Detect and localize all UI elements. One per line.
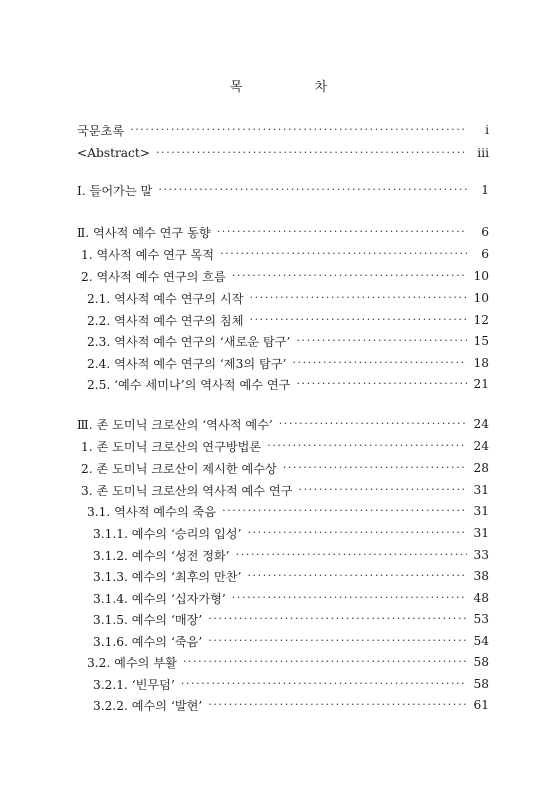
toc-entry-label: 2.2. 역사적 예수 연구의 침체 bbox=[87, 313, 244, 328]
toc-entry-label: 2. 역사적 예수 연구의 흐름 bbox=[81, 269, 226, 284]
toc-leader-dots bbox=[156, 143, 467, 163]
toc-entry-label: <Abstract> bbox=[77, 146, 150, 160]
toc-entry-page: i bbox=[485, 123, 489, 137]
toc-entry-label: 2.1. 역사적 예수 연구의 시작 bbox=[87, 291, 244, 306]
toc-leader-dots bbox=[267, 436, 467, 456]
toc-leader-dots bbox=[220, 244, 467, 264]
toc-entry-label: 3.1.2. 예수의 ‘성전 정화’ bbox=[93, 548, 230, 563]
toc-leader-dots bbox=[208, 695, 467, 715]
toc-entry-label: 2.3. 역사적 예수 연구의 ‘새로운 탐구’ bbox=[87, 334, 291, 349]
toc-leader-dots bbox=[130, 120, 467, 140]
toc-leader-dots bbox=[232, 588, 467, 608]
toc-leader-dots bbox=[249, 288, 467, 308]
page-title: 목 차 bbox=[229, 80, 362, 95]
toc-entry-label: 3.1.1. 예수의 ‘승리의 입성’ bbox=[93, 526, 242, 541]
toc-entry bbox=[81, 436, 489, 456]
toc-entry-page: 33 bbox=[473, 548, 489, 562]
toc-entry-page: 38 bbox=[473, 569, 489, 583]
toc-entry-label: 국문초록 bbox=[77, 123, 125, 138]
toc-leader-dots bbox=[292, 353, 467, 373]
toc-entry-page: 31 bbox=[473, 483, 489, 497]
toc-entry-label: 2.5. ‘예수 세미나’의 역사적 예수 연구 bbox=[87, 377, 291, 392]
toc-entry bbox=[81, 480, 489, 500]
toc-entry bbox=[93, 588, 489, 608]
toc-entry-page: 18 bbox=[473, 356, 489, 370]
toc-entry-page: iii bbox=[477, 146, 489, 160]
toc-leader-dots bbox=[158, 180, 467, 200]
toc-entry-page: 58 bbox=[473, 655, 489, 669]
toc-entry-page: 21 bbox=[473, 377, 489, 391]
toc-entry-page: 6 bbox=[481, 247, 489, 261]
toc-entry-page: 28 bbox=[473, 461, 489, 475]
toc-entry-page: 10 bbox=[473, 269, 489, 283]
toc-entry bbox=[93, 523, 489, 543]
toc-entry-label: 3.1.6. 예수의 ‘죽음’ bbox=[93, 634, 203, 649]
toc-entry-label: 3.1.5. 예수의 ‘매장’ bbox=[93, 612, 203, 627]
toc-leader-dots bbox=[296, 374, 467, 394]
toc-entry-label: Ⅱ. 역사적 예수 연구 동향 bbox=[77, 225, 211, 240]
toc-leader-dots bbox=[247, 523, 467, 543]
toc-leader-dots bbox=[181, 674, 467, 694]
toc-entry bbox=[93, 674, 489, 694]
toc-entry-page: 58 bbox=[473, 677, 489, 691]
toc-entry bbox=[93, 631, 489, 651]
toc-entry-page: 31 bbox=[473, 526, 489, 540]
toc-entry bbox=[87, 353, 489, 373]
toc-entry bbox=[81, 266, 489, 286]
toc-entry bbox=[81, 244, 489, 264]
toc-leader-dots bbox=[298, 480, 467, 500]
toc-entry-label: 1. 존 도미닉 크로산의 연구방법론 bbox=[81, 439, 262, 454]
toc-entry bbox=[81, 458, 489, 478]
toc-entry-label: 3.2.1. ‘빈무덤’ bbox=[93, 677, 175, 692]
toc-leader-dots bbox=[236, 545, 467, 565]
toc-leader-dots bbox=[222, 501, 467, 521]
toc-entry-label: 3.1.4. 예수의 ‘십자가형’ bbox=[93, 591, 226, 606]
toc-entry bbox=[77, 120, 489, 140]
toc-entry-page: 24 bbox=[473, 417, 489, 431]
toc-entry bbox=[87, 288, 489, 308]
toc-entry-label: 3.1.3. 예수의 ‘최후의 만찬’ bbox=[93, 569, 242, 584]
toc-entry bbox=[87, 374, 489, 394]
toc-leader-dots bbox=[296, 331, 467, 351]
toc-entry-label: 3. 존 도미닉 크로산의 역사적 예수 연구 bbox=[81, 483, 293, 498]
toc-entry-label: 3.2.2. 예수의 ‘발현’ bbox=[93, 698, 203, 713]
toc-entry-page: 31 bbox=[473, 504, 489, 518]
toc-entry bbox=[77, 222, 489, 242]
toc-entry bbox=[93, 545, 489, 565]
toc-entry-page: 53 bbox=[473, 612, 489, 626]
toc-entry bbox=[77, 414, 489, 434]
toc-leader-dots bbox=[232, 266, 467, 286]
toc-leader-dots bbox=[279, 414, 467, 434]
toc-entry bbox=[87, 331, 489, 351]
toc-entry-page: 1 bbox=[481, 183, 489, 197]
toc-entry bbox=[77, 143, 489, 163]
toc-leader-dots bbox=[183, 652, 467, 672]
toc-entry-page: 54 bbox=[473, 634, 489, 648]
toc-leader-dots bbox=[283, 458, 467, 478]
toc-entry bbox=[87, 652, 489, 672]
toc-entry-label: Ⅰ. 들어가는 말 bbox=[77, 183, 153, 198]
toc-entry-label: 2.4. 역사적 예수 연구의 ‘제3의 탐구’ bbox=[87, 356, 287, 371]
toc-entry-label: 3.2. 예수의 부활 bbox=[87, 655, 177, 670]
toc-entry-label: 2. 존 도미닉 크로산이 제시한 예수상 bbox=[81, 461, 277, 476]
toc-entry-page: 48 bbox=[473, 591, 489, 605]
toc-entry bbox=[93, 609, 489, 629]
toc-entry-page: 6 bbox=[481, 225, 489, 239]
toc-leader-dots bbox=[208, 631, 467, 651]
toc-entry-page: 10 bbox=[473, 291, 489, 305]
toc-entry-page: 24 bbox=[473, 439, 489, 453]
toc-entry bbox=[87, 310, 489, 330]
toc-entry-label: 3.1. 역사적 예수의 죽음 bbox=[87, 504, 217, 519]
toc-entry-page: 61 bbox=[473, 698, 489, 712]
toc-entry bbox=[77, 180, 489, 200]
toc-entry bbox=[93, 566, 489, 586]
toc-entry bbox=[93, 695, 489, 715]
toc-entry-page: 15 bbox=[473, 334, 489, 348]
toc-leader-dots bbox=[217, 222, 467, 242]
toc-entry bbox=[87, 501, 489, 521]
toc-entry-page: 12 bbox=[473, 313, 489, 327]
toc-entry-label: 1. 역사적 예수 연구 목적 bbox=[81, 247, 215, 262]
toc-leader-dots bbox=[208, 609, 467, 629]
toc-leader-dots bbox=[247, 566, 467, 586]
toc-entry-label: Ⅲ. 존 도미닉 크로산의 ‘역사적 예수’ bbox=[77, 417, 273, 432]
toc-leader-dots bbox=[249, 310, 467, 330]
